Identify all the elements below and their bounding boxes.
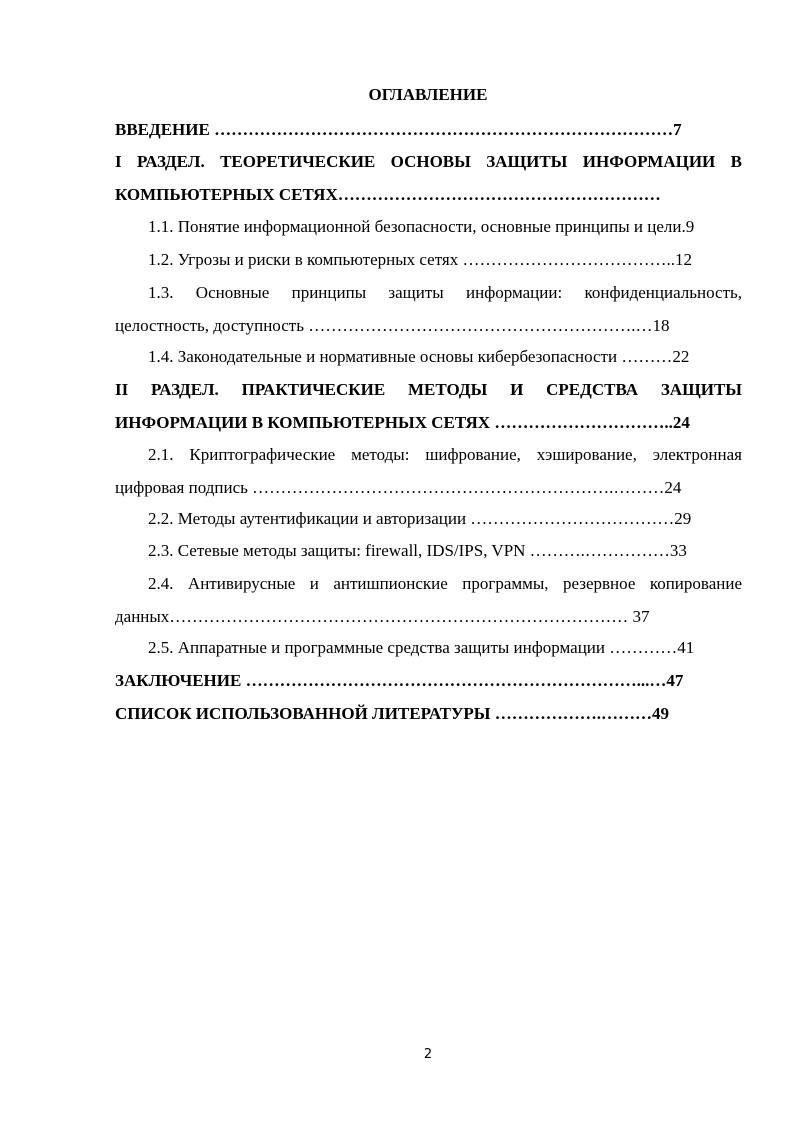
toc-entry-1-1: 1.1. Понятие информационной безопасности, основные принципы и цели.9 [148,217,695,236]
toc-entry-1-2: 1.2. Угрозы и риски в компьютерных сетях ………………………………..12 [148,250,692,269]
toc-entry-conclusion: ЗАКЛЮЧЕНИЕ ……………………………………………………………...…47 [115,671,684,690]
toc-entry-introduction: ВВЕДЕНИЕ ………………………………………………………………………7 [115,120,682,139]
toc-entry-2-5: 2.5. Аппаратные и программные средства защиты информации …………41 [148,638,695,657]
toc-entry-section-1: I РАЗДЕЛ. ТЕОРЕТИЧЕСКИЕ ОСНОВЫ ЗАЩИТЫ ИНФОРМАЦИИ В КОМПЬЮТЕРНЫХ СЕТЯХ………………………………………………… [115,152,742,204]
toc-entry-2-3: 2.3. Сетевые методы защиты: firewall, IDS/IPS, VPN ……….……………33 [148,541,687,560]
toc-entry-1-3: 1.3. Основные принципы защиты информации: конфиденциальность, целостность, доступность ………………………………………………….…18 [115,283,742,335]
toc-title: ОГЛАВЛЕНИЕ [368,85,488,104]
toc-entry-2-2: 2.2. Методы аутентификации и авторизации ………………………………29 [148,509,692,528]
page-number: 2 [423,1047,433,1062]
toc-entry-references: СПИСОК ИСПОЛЬЗОВАННОЙ ЛИТЕРАТУРЫ ……………….………49 [115,704,669,723]
toc-entry-section-2: II РАЗДЕЛ. ПРАКТИЧЕСКИЕ МЕТОДЫ И СРЕДСТВА ЗАЩИТЫ ИНФОРМАЦИИ В КОМПЬЮТЕРНЫХ СЕТЯХ …………………………..24 [115,380,742,432]
toc-entry-1-4: 1.4. Законодательные и нормативные основы кибербезопасности ………22 [148,347,690,366]
toc-entry-2-4: 2.4. Антивирусные и антишпионские программы, резервное копирование данных……………………………………………………………………… 37 [115,574,742,626]
toc-entry-2-1: 2.1. Криптографические методы: шифрование, хэширование, электронная цифровая подпись ……………………………………………………….………24 [115,445,742,497]
